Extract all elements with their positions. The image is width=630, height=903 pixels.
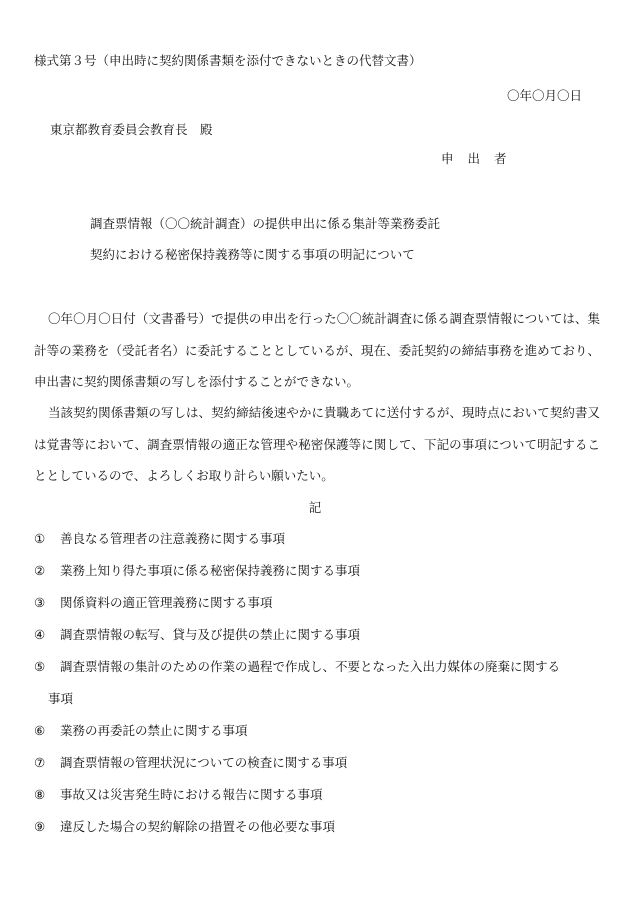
list-item: [34, 587, 604, 619]
list-item: [34, 811, 604, 843]
items-list: [34, 523, 604, 843]
body-paragraph-1: 〇年〇月〇日付（文書番号）で提供の申出を行った〇〇統計調査に係る調査票情報については、集計等の業務を（受託者名）に委託することとしているが、現在、委託契約の締結事務を進めており、申出書に契約関係書類の写しを添付することができない。: [34, 311, 600, 389]
item-text-line-2: 事項: [48, 691, 74, 706]
list-item: [34, 651, 604, 715]
item-text: 調査票情報の管理状況についての検査に関する事項: [60, 755, 348, 770]
item-text: 善良なる管理者の注意義務に関する事項: [60, 531, 286, 546]
list-item: [34, 779, 604, 811]
body-paragraph-2: 当該契約関係書類の写しは、契約締結後速やかに貴職あてに送付するが、現時点において契約書又は覚書等において、調査票情報の適正な管理や秘密保護等に関して、下記の事項について明記することとしているので、よろしくお取り計らい願いたい。: [34, 405, 600, 483]
item-number: ⑨: [34, 819, 46, 834]
item-number: ①: [34, 531, 46, 546]
applicant-char: 者: [494, 151, 507, 166]
date: 〇年〇月〇日: [506, 88, 582, 103]
item-number: ④: [34, 627, 46, 642]
list-item: [34, 555, 604, 587]
list-item: [34, 747, 604, 779]
item-text: 業務上知り得た事項に係る秘密保持義務に関する事項: [60, 563, 361, 578]
item-number: ③: [34, 595, 46, 610]
item-number: ②: [34, 563, 46, 578]
list-item: [34, 619, 604, 651]
item-text: 事故又は災害発生時における報告に関する事項: [60, 787, 323, 802]
item-text: 関係資料の適正管理義務に関する事項: [60, 595, 273, 610]
item-number: ⑧: [34, 787, 46, 802]
form-title: 様式第３号（申出時に契約関係書類を添付できないときの代替文書）: [34, 53, 422, 68]
item-number: ⑤: [34, 659, 46, 674]
item-text: 違反した場合の契約解除の措置その他必要な事項: [60, 819, 336, 834]
addressee: 東京都教育委員会教育長 殿: [50, 122, 213, 137]
item-text: [48, 651, 604, 715]
list-item: [34, 523, 604, 555]
item-text: 業務の再委託の禁止に関する事項: [60, 723, 248, 738]
applicant-label: [441, 151, 507, 167]
subject-line-1: 調査票情報（〇〇統計調査）の提供申出に係る集計等業務委託: [90, 216, 441, 231]
item-number: ⑥: [34, 723, 46, 738]
item-number: ⑦: [34, 755, 46, 770]
ki-label: 記: [308, 500, 322, 515]
list-item: [34, 715, 604, 747]
applicant-char: 出: [467, 151, 481, 166]
item-text-line-1: 調査票情報の集計のための作業の過程で作成し、不要となった入出力媒体の廃棄に関する: [60, 659, 561, 674]
subject-line-2: 契約における秘密保持義務等に関する事項の明記について: [90, 247, 415, 262]
applicant-char: 申: [441, 151, 454, 166]
item-text: 調査票情報の転写、貸与及び提供の禁止に関する事項: [60, 627, 361, 642]
